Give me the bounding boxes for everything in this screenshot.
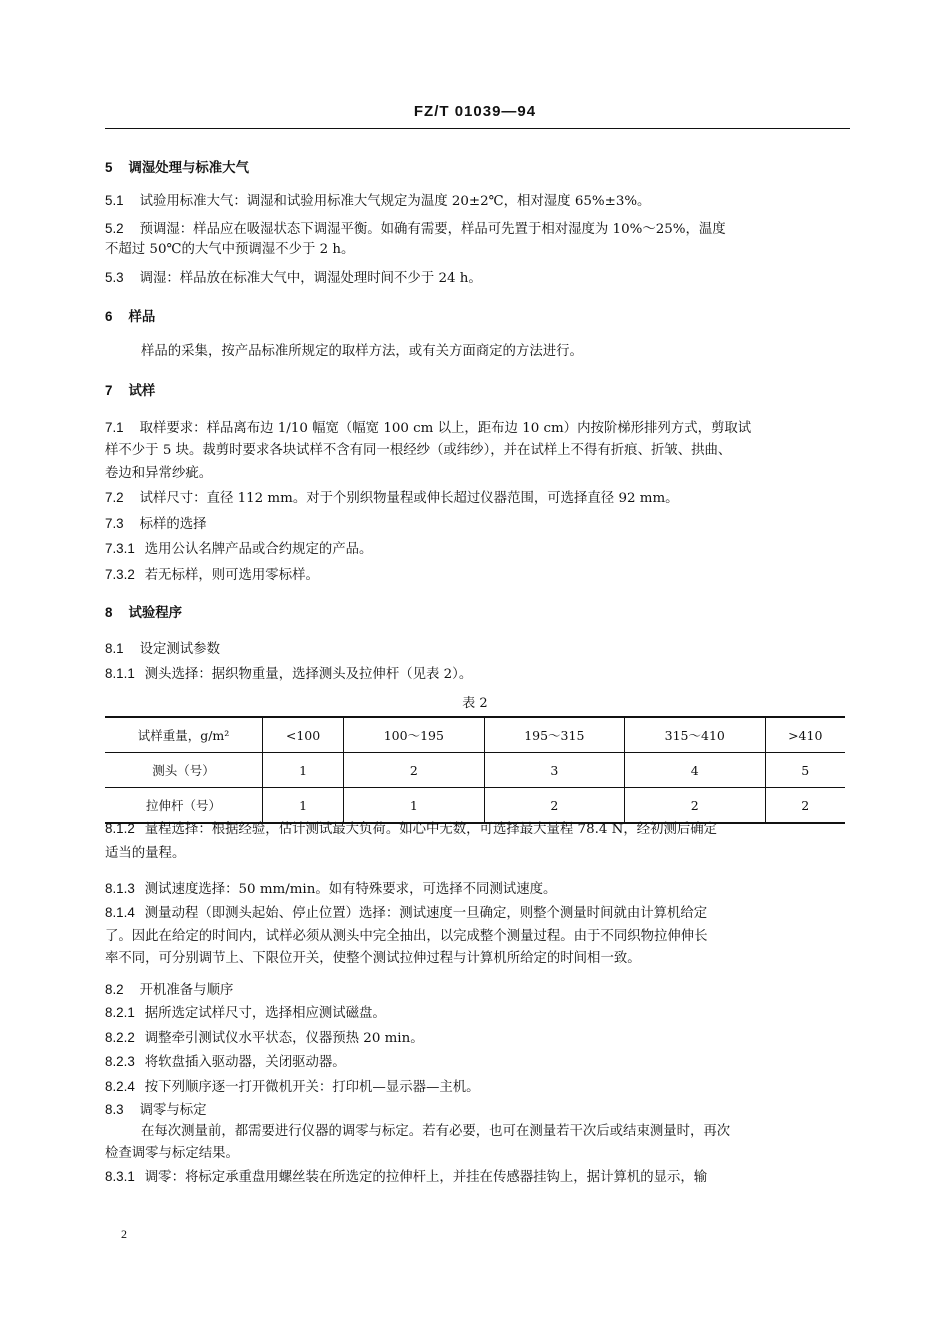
- clause-number: 7.3: [105, 516, 124, 531]
- clause-text: 检查调零与标定结果。: [105, 1146, 239, 1161]
- clause-number: 8.1.2: [105, 821, 135, 836]
- text-line: [105, 951, 641, 967]
- clause-text: 调整牵引测试仪水平状态，仪器预热 20 min。: [144, 1031, 424, 1046]
- text-line: [141, 1124, 730, 1140]
- clause-text: 若无标样，则可选用零标样。: [144, 568, 319, 583]
- text-line: [105, 1054, 346, 1071]
- clause-number: 5.3: [105, 270, 124, 285]
- text-line: [105, 490, 679, 507]
- clause-text: 调零：将标定承重盘用螺丝装在所选定的拉伸杆上，并挂在传感器挂钩上，据计算机的显示，输: [144, 1170, 708, 1185]
- clause-number: 8.2.2: [105, 1030, 135, 1045]
- text-line: [105, 443, 731, 459]
- clause-text: 不超过 50℃的大气中预调湿不少于 2 h。: [105, 242, 355, 257]
- clause-number: 5: [105, 160, 113, 175]
- clause-number: 8.1: [105, 641, 124, 656]
- table-cell: 1: [263, 788, 344, 824]
- clause-number: 8: [105, 605, 113, 620]
- text-line: [105, 1030, 424, 1047]
- text-line: [105, 666, 472, 683]
- text-line: [141, 344, 583, 360]
- clause-number: 8.3: [105, 1102, 124, 1117]
- clause-text: 试样尺寸：直径 112 mm。对于个别织物量程或伸长超过仪器范围，可选择直径 92 mm。: [139, 491, 679, 506]
- clause-text: 设定测试参数: [139, 642, 220, 657]
- clause-number: 7.1: [105, 420, 124, 435]
- clause-text: 试验用标准大气：调湿和试验用标准大气规定为温度 20±2℃，相对湿度 65%±3%。: [139, 194, 651, 209]
- text-line: [105, 881, 556, 898]
- clause-text: 样不少于 5 块。裁剪时要求各块试样不含有同一根经纱（或纬纱），并在试样上不得有折痕、折皱、拱曲、: [105, 443, 732, 458]
- clause-text: 测头选择：据织物重量，选择测头及拉伸杆（见表 2）。: [144, 667, 473, 682]
- text-line: [105, 567, 319, 584]
- text-line: [105, 466, 212, 482]
- clause-text: 适当的量程。: [105, 846, 186, 861]
- clause-number: 7.3.1: [105, 541, 135, 556]
- text-line: [105, 420, 751, 437]
- clause-text: 了。因此在给定的时间内，试样必须从测头中完全抽出，以完成整个测量过程。由于不同织物拉伸伸长: [105, 929, 708, 944]
- table-cell: 3: [484, 753, 624, 788]
- table-cell: 1: [263, 753, 344, 788]
- clause-number: 7.2: [105, 490, 124, 505]
- table-cell: 315～410: [625, 717, 765, 753]
- clause-number: 8.2.4: [105, 1079, 135, 1094]
- clause-number: 5.2: [105, 221, 124, 236]
- text-line: [105, 516, 207, 533]
- text-line: [105, 309, 155, 325]
- text-line: [105, 221, 726, 238]
- header-rule: [105, 128, 850, 129]
- clause-text: 预调湿：样品应在吸湿状态下调湿平衡。如确有需要，样品可先置于相对湿度为 10%～25%，温度: [139, 222, 726, 237]
- clause-text: 调零与标定: [139, 1103, 207, 1118]
- text-line: [105, 982, 233, 999]
- clause-number: 8.1.1: [105, 666, 135, 681]
- clause-number: 8.1.4: [105, 905, 135, 920]
- standard-code: FZ/T 01039—94: [413, 103, 537, 120]
- table-cell: 2: [344, 753, 484, 788]
- clause-number: 8.1.3: [105, 881, 135, 896]
- text-line: [105, 1169, 707, 1186]
- table-caption: 表 2: [462, 696, 488, 711]
- clause-number: 7.3.2: [105, 567, 135, 582]
- table-row: [105, 788, 845, 824]
- table-2: [105, 716, 845, 824]
- clause-text: 量程选择：根据经验，估计测试最大负荷。如心中无数，可选择最大量程 78.4 N，经初测后确定: [144, 822, 718, 837]
- clause-number: 6: [105, 309, 113, 324]
- clause-text: 测量动程（即测头起始、停止位置）选择：测试速度一旦确定，则整个测量时间就由计算机给定: [144, 906, 708, 921]
- table-cell: 5: [765, 753, 845, 788]
- text-line: [105, 270, 482, 287]
- clause-text: 按下列顺序逐一打开微机开关：打印机—显示器—主机。: [144, 1080, 480, 1095]
- table-cell: 2: [484, 788, 624, 824]
- text-line: [105, 905, 707, 922]
- table-cell: 2: [625, 788, 765, 824]
- text-line: [105, 929, 708, 945]
- clause-text: 试样: [128, 383, 156, 399]
- text-line: [105, 1102, 207, 1119]
- table-cell: 拉伸杆（号）: [105, 788, 263, 824]
- table-cell: 100～195: [344, 717, 484, 753]
- clause-number: 8.2.1: [105, 1005, 135, 1020]
- clause-text: 在每次测量前，都需要进行仪器的调零与标定。若有必要，也可在测量若干次后或结束测量时，再次: [141, 1124, 731, 1139]
- text-line: [105, 160, 249, 176]
- clause-number: 8.2.3: [105, 1054, 135, 1069]
- text-line: [105, 541, 372, 558]
- clause-text: 标样的选择: [139, 517, 207, 532]
- table-row: [105, 717, 845, 753]
- clause-number: 8.2: [105, 982, 124, 997]
- text-line: [105, 641, 220, 658]
- table-cell: 1: [344, 788, 484, 824]
- clause-text: 调湿处理与标准大气: [128, 160, 249, 176]
- table-cell: 195～315: [484, 717, 624, 753]
- text-line: [105, 1079, 480, 1096]
- text-line: [105, 242, 354, 258]
- text-line: [105, 1146, 239, 1162]
- clause-text: 选用公认名牌产品或合约规定的产品。: [144, 542, 373, 557]
- clause-text: 开机准备与顺序: [139, 983, 234, 998]
- clause-text: 将软盘插入驱动器，关闭驱动器。: [144, 1055, 346, 1070]
- text-line: [105, 383, 155, 399]
- clause-text: 据所选定试样尺寸，选择相应测试磁盘。: [144, 1006, 386, 1021]
- text-line: [105, 193, 650, 210]
- table-row: [105, 753, 845, 788]
- clause-text: 调湿：样品放在标准大气中，调湿处理时间不少于 24 h。: [139, 271, 482, 286]
- clause-text: 试验程序: [128, 605, 183, 621]
- text-line: [105, 846, 185, 862]
- clause-text: 取样要求：样品离布边 1/10 幅宽（幅宽 100 cm 以上，距布边 10 cm）内按阶梯形排列方式，剪取试: [139, 421, 752, 436]
- clause-number: 8.3.1: [105, 1169, 135, 1184]
- clause-text: 样品的采集，按产品标准所规定的取样方法，或有关方面商定的方法进行。: [141, 344, 583, 359]
- table-cell: <100: [263, 717, 344, 753]
- table-cell: 测头（号）: [105, 753, 263, 788]
- text-line: [105, 605, 182, 621]
- text-line: [105, 1005, 386, 1022]
- clause-text: 样品: [128, 309, 156, 325]
- clause-number: 5.1: [105, 193, 124, 208]
- table-cell: 试样重量，g/m²: [105, 717, 263, 753]
- table-cell: 2: [765, 788, 845, 824]
- table-cell: >410: [765, 717, 845, 753]
- table-cell: 4: [625, 753, 765, 788]
- clause-text: 率不同，可分别调节上、下限位开关，使整个测试拉伸过程与计算机所给定的时间相一致。: [105, 951, 641, 966]
- clause-number: 7: [105, 383, 113, 398]
- clause-text: 测试速度选择：50 mm/min。如有特殊要求，可选择不同测试速度。: [144, 882, 557, 897]
- clause-text: 卷边和异常纱疵。: [105, 466, 213, 481]
- page-number: 2: [121, 1227, 127, 1241]
